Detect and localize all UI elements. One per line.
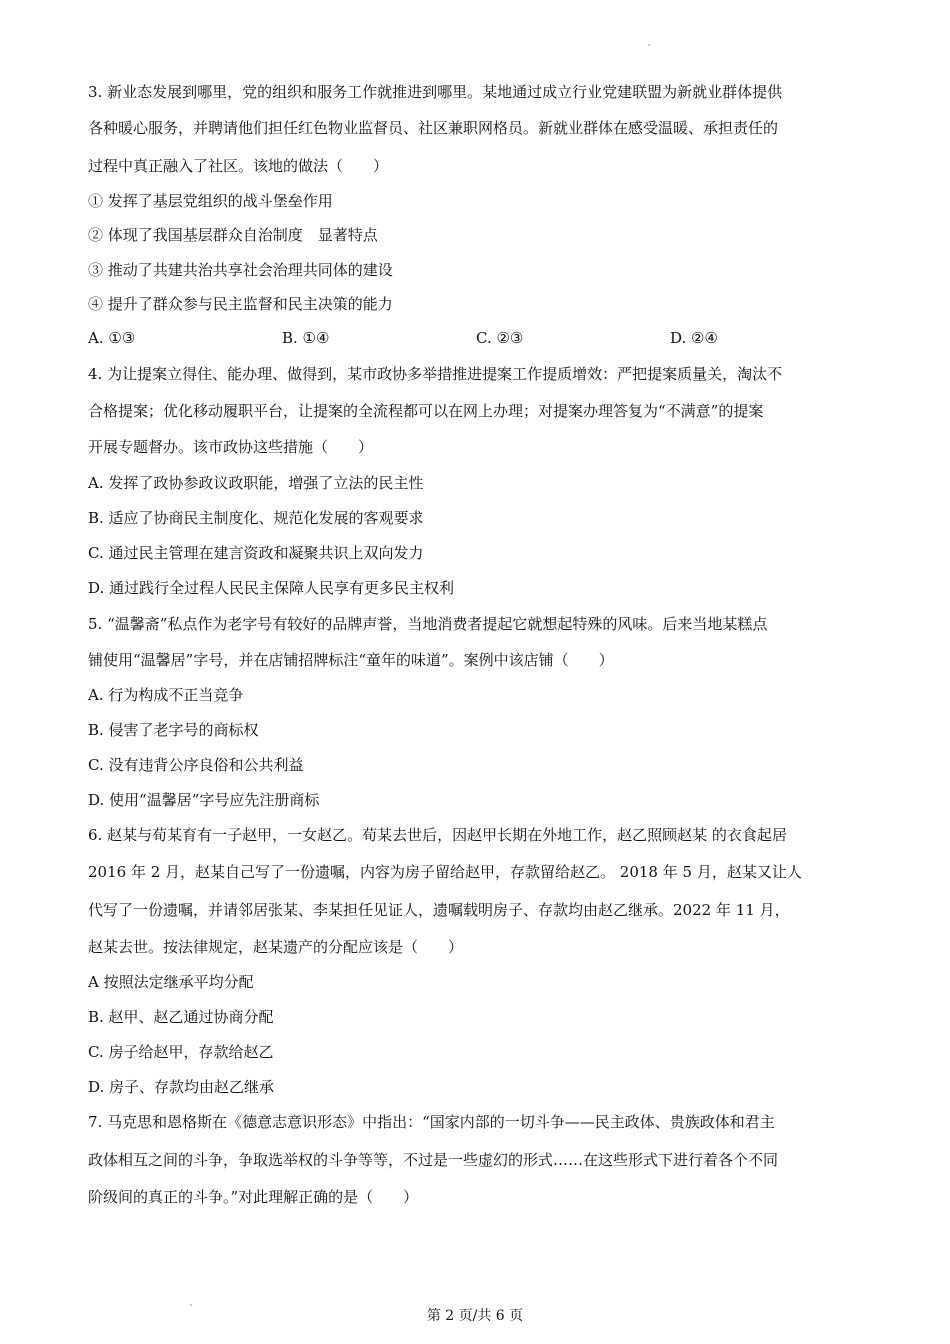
q6-stem-line-4: 赵某去世。按法律规定，赵某遗产的分配应该是（ ） (88, 938, 464, 956)
q3-item-2: ② 体现了我国基层群众自治制度 显著特点 (88, 226, 378, 244)
q3-item-3: ③ 推动了共建共治共享社会治理共同体的建设 (88, 261, 393, 279)
q6-option-d: D. 房子、存款均由赵乙继承 (88, 1078, 275, 1096)
scan-speck (648, 44, 650, 46)
q5-option-b: B. 侵害了老字号的商标权 (88, 721, 259, 739)
q3-option-b: B. ①④ (282, 329, 330, 347)
q5-option-d: D. 使用“温馨居”字号应先注册商标 (88, 791, 320, 809)
q7-stem-line-1: 7. 马克思和恩格斯在《德意志意识形态》中指出：“国家内部的一切斗争——民主政体、贵族政体和君主 (88, 1113, 775, 1131)
q4-stem-line-1: 4. 为让提案立得住、能办理、做得到，某市政协多举措推进提案工作提质增效：严把提案质量关，淘汰不 (88, 365, 783, 383)
q3-item-1: ① 发挥了基层党组织的战斗堡垒作用 (88, 192, 333, 210)
q3-item-4: ④ 提升了群众参与民主监督和民主决策的能力 (88, 295, 393, 313)
page-number: 第 2 页/共 6 页 (426, 1308, 524, 1324)
q4-option-d: D. 通过践行全过程人民民主保障人民享有更多民主权利 (88, 579, 455, 597)
q4-stem-line-2: 合格提案；优化移动履职平台，让提案的全流程都可以在网上办理；对提案办理答复为“不满意”的提案 (88, 402, 764, 420)
q4-option-c: C. 通过民主管理在建言资政和凝聚共识上双向发力 (88, 544, 424, 562)
q3-stem-line-2: 各种暖心服务，并聘请他们担任红色物业监督员、社区兼职网格员。新就业群体在感受温暖、承担责任的 (88, 119, 779, 137)
q3-option-c: C. ②③ (476, 329, 524, 347)
scan-speck (190, 1304, 192, 1306)
q5-stem-line-1: 5. “温馨斋”私点作为老字号有较好的品牌声誉，当地消费者提起它就想起特殊的风味。后来当地某糕点 (88, 615, 768, 633)
q5-stem-line-2: 铺使用“温馨居”字号，并在店铺招牌标注“童年的味道”。案例中该店铺（ ） (88, 651, 614, 669)
q3-stem-line-1: 3. 新业态发展到哪里，党的组织和服务工作就推进到哪里。某地通过成立行业党建联盟为新就业群体提供 (88, 83, 783, 101)
q5-option-c: C. 没有违背公序良俗和公共利益 (88, 756, 304, 774)
q7-stem-line-3: 阶级间的真正的斗争。”对此理解正确的是（ ） (88, 1188, 419, 1206)
q4-option-b: B. 适应了协商民主制度化、规范化发展的客观要求 (88, 509, 424, 527)
q3-option-a: A. ①③ (88, 329, 136, 347)
q6-stem-line-3: 代写了一份遗嘱，并请邻居张某、李某担任见证人，遗嘱载明房子、存款均由赵乙继承。2022 年 11 月， (88, 901, 790, 919)
q4-stem-line-3: 开展专题督办。该市政协这些措施（ ） (88, 438, 374, 456)
q6-stem-line-1: 6. 赵某与荀某育有一子赵甲，一女赵乙。荀某去世后，因赵甲长期在外地工作，赵乙照顾赵某 的衣食起居 (88, 826, 787, 844)
q3-options (88, 328, 868, 348)
q3-stem-line-3: 过程中真正融入了社区。该地的做法（ ） (88, 157, 389, 175)
q6-option-b: B. 赵甲、赵乙通过协商分配 (88, 1008, 274, 1026)
q6-option-c: C. 房子给赵甲，存款给赵乙 (88, 1043, 274, 1061)
q3-option-d: D. ②④ (670, 329, 718, 347)
q6-stem-line-2: 2016 年 2 月，赵某自己写了一份遗嘱，内容为房子留给赵甲，存款留给赵乙。 2018 年 5 月，赵某又让人 (88, 863, 802, 881)
q5-option-a: A. 行为构成不正当竞争 (88, 686, 244, 704)
q6-option-a: A 按照法定继承平均分配 (88, 973, 254, 991)
q4-option-a: A. 发挥了政协参政议政职能，增强了立法的民主性 (88, 474, 424, 492)
q7-stem-line-2: 政体相互之间的斗争，争取选举权的斗争等等，不过是一些虚幻的形式……在这些形式下进行着各个不同 (88, 1151, 779, 1169)
